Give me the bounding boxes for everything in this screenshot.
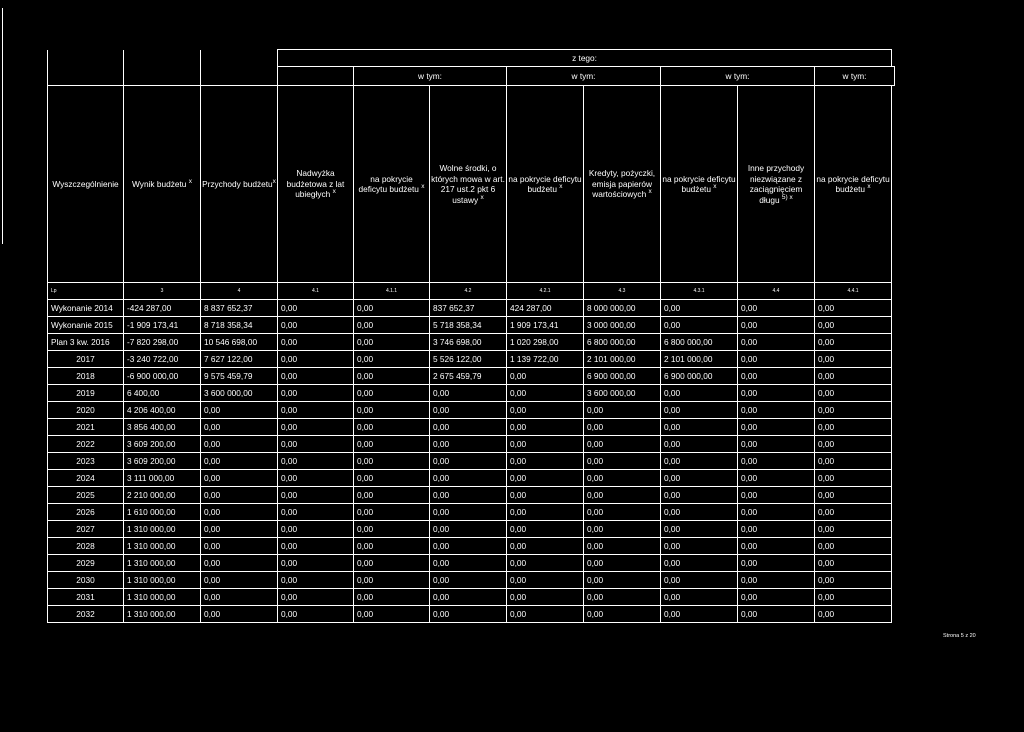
table-cell: 10 546 698,00 <box>201 334 278 351</box>
row-label: 2030 <box>48 572 124 589</box>
table-cell: 0,00 <box>201 606 278 623</box>
col-header-na-pokrycie-1: na pokrycie deficytu budżetu $^x$ <box>354 86 430 283</box>
col-header-nadwyzka: Nadwyżka budżetowa z lat ubiegłych $^x$ <box>278 86 354 283</box>
table-cell: 0,00 <box>354 606 430 623</box>
table-cell: 0,00 <box>661 521 738 538</box>
row-label: 2032 <box>48 606 124 623</box>
table-cell: 0,00 <box>584 453 661 470</box>
table-row <box>48 300 895 317</box>
table-cell: 1 909 173,41 <box>507 317 584 334</box>
table-cell: 0,00 <box>201 555 278 572</box>
row-label: 2028 <box>48 538 124 555</box>
table-cell: 1 310 000,00 <box>124 606 201 623</box>
table-cell: 0,00 <box>201 402 278 419</box>
col-header-wolne-srodki: Wolne środki, o których mowa w art. 217 ust.2 pkt 6 ustawy $^x$ <box>430 86 507 283</box>
table-cell: 0,00 <box>278 368 354 385</box>
table-cell: -6 900 000,00 <box>124 368 201 385</box>
row-label: 2029 <box>48 555 124 572</box>
table-cell: 1 310 000,00 <box>124 572 201 589</box>
column-number: 4.2.1 <box>507 283 584 300</box>
table-cell: -424 287,00 <box>124 300 201 317</box>
col-header-kredyty: Kredyty, pożyczki, emisja papierów wartościowych $^x$ <box>584 86 661 283</box>
table-cell: 0,00 <box>738 606 815 623</box>
table-cell: 0,00 <box>815 453 892 470</box>
table-cell: 0,00 <box>201 419 278 436</box>
table-cell: 0,00 <box>661 317 738 334</box>
table-cell: 0,00 <box>278 351 354 368</box>
row-label: 2027 <box>48 521 124 538</box>
table-cell: 0,00 <box>661 487 738 504</box>
row-label: 2018 <box>48 368 124 385</box>
table-cell: 0,00 <box>738 385 815 402</box>
table-cell: 0,00 <box>354 385 430 402</box>
table-cell: 0,00 <box>738 419 815 436</box>
table-cell: 3 600 000,00 <box>201 385 278 402</box>
table-cell: 0,00 <box>584 572 661 589</box>
table-cell: 0,00 <box>278 419 354 436</box>
table-cell: 0,00 <box>430 487 507 504</box>
w-tym-header: w tym: <box>661 67 815 86</box>
table-cell: 1 310 000,00 <box>124 589 201 606</box>
col-header-przychody: Przychody budżetu$^x$ <box>201 86 278 283</box>
table-cell: 0,00 <box>507 436 584 453</box>
table-cell: 0,00 <box>661 470 738 487</box>
table-cell: 0,00 <box>661 402 738 419</box>
table-row <box>48 606 895 623</box>
table-cell: 1 020 298,00 <box>507 334 584 351</box>
col-header-na-pokrycie-3: na pokrycie deficytu budżetu $^x$ <box>661 86 738 283</box>
page-number: Strona 5 z 20 <box>943 633 976 639</box>
table-cell: 0,00 <box>815 487 892 504</box>
z-tego-header: z tego: <box>278 50 892 67</box>
table-cell: 837 652,37 <box>430 300 507 317</box>
table-row <box>48 436 895 453</box>
col-header-inne-przychody: Inne przychody niezwiązane z zaciągnięciem długu $^{5) x}$ <box>738 86 815 283</box>
row-label: Wykonanie 2015 <box>48 317 124 334</box>
table-cell: 0,00 <box>815 589 892 606</box>
w-tym-header: w tym: <box>354 67 507 86</box>
table-cell: 0,00 <box>430 589 507 606</box>
table-cell: 3 746 698,00 <box>430 334 507 351</box>
table-cell: 0,00 <box>661 555 738 572</box>
table-cell: 0,00 <box>584 470 661 487</box>
table-cell: 0,00 <box>507 453 584 470</box>
row-label: 2019 <box>48 385 124 402</box>
table-cell: 0,00 <box>815 317 892 334</box>
table-cell: 0,00 <box>354 453 430 470</box>
table-row <box>48 589 895 606</box>
table-cell: 6 900 000,00 <box>661 368 738 385</box>
column-number: 4.3 <box>584 283 661 300</box>
table-cell: 0,00 <box>584 419 661 436</box>
w-tym-header: w tym: <box>507 67 661 86</box>
header-spacer <box>278 67 354 86</box>
table-row <box>48 521 895 538</box>
table-row <box>48 334 895 351</box>
table-cell: 0,00 <box>354 589 430 606</box>
column-number: 4.2 <box>430 283 507 300</box>
table-cell: 0,00 <box>738 300 815 317</box>
table-cell: 0,00 <box>430 555 507 572</box>
table-row <box>48 504 895 521</box>
col-header-na-pokrycie-4: na pokrycie deficytu budżetu $^x$ <box>815 86 892 283</box>
w-tym-header: w tym: <box>815 67 895 86</box>
table-cell: 0,00 <box>507 572 584 589</box>
column-number: Lp <box>48 283 124 300</box>
table-cell: 0,00 <box>201 521 278 538</box>
table-cell: 0,00 <box>201 453 278 470</box>
table-cell: -1 909 173,41 <box>124 317 201 334</box>
table-cell: 0,00 <box>507 555 584 572</box>
table-cell: 0,00 <box>738 555 815 572</box>
table-cell: 1 610 000,00 <box>124 504 201 521</box>
financial-forecast-table <box>47 49 895 623</box>
row-label: 2026 <box>48 504 124 521</box>
table-cell: 0,00 <box>278 402 354 419</box>
table-cell: 0,00 <box>354 487 430 504</box>
table-cell: 0,00 <box>430 453 507 470</box>
table-cell: 0,00 <box>430 470 507 487</box>
row-label: Wykonanie 2014 <box>48 300 124 317</box>
table-cell: 6 800 000,00 <box>661 334 738 351</box>
col-header-wynik: Wynik budżetu $^x$ <box>124 86 201 283</box>
table-cell: 0,00 <box>661 572 738 589</box>
table-cell: 0,00 <box>815 555 892 572</box>
table-cell: 0,00 <box>278 334 354 351</box>
table-cell: 0,00 <box>738 487 815 504</box>
row-label: 2024 <box>48 470 124 487</box>
column-number: 3 <box>124 283 201 300</box>
table-cell: 0,00 <box>507 419 584 436</box>
table-cell: 0,00 <box>278 538 354 555</box>
table-cell: 2 101 000,00 <box>661 351 738 368</box>
table-cell: 0,00 <box>507 606 584 623</box>
table-cell: 0,00 <box>354 521 430 538</box>
table-cell: 0,00 <box>661 436 738 453</box>
table-cell: 0,00 <box>815 572 892 589</box>
table-cell: 0,00 <box>738 538 815 555</box>
row-label: 2025 <box>48 487 124 504</box>
table-cell: 0,00 <box>278 436 354 453</box>
table-cell: 0,00 <box>584 555 661 572</box>
table-cell: 0,00 <box>661 385 738 402</box>
table-cell: 0,00 <box>430 521 507 538</box>
table-cell: 0,00 <box>661 504 738 521</box>
table-row <box>48 351 895 368</box>
table-cell: 0,00 <box>354 555 430 572</box>
table-cell: 0,00 <box>661 538 738 555</box>
table-cell: 0,00 <box>584 436 661 453</box>
table-cell: 0,00 <box>661 606 738 623</box>
table-cell: 424 287,00 <box>507 300 584 317</box>
table-cell: 0,00 <box>201 470 278 487</box>
header-spacer <box>48 50 124 67</box>
table-cell: 0,00 <box>507 487 584 504</box>
table-cell: 0,00 <box>201 487 278 504</box>
table-cell: 0,00 <box>738 521 815 538</box>
table-cell: 0,00 <box>201 589 278 606</box>
column-number: 4.4.1 <box>815 283 892 300</box>
row-label: 2022 <box>48 436 124 453</box>
table-cell: 3 856 400,00 <box>124 419 201 436</box>
column-number: 4.1.1 <box>354 283 430 300</box>
table-cell: 0,00 <box>584 521 661 538</box>
table-cell: 0,00 <box>278 385 354 402</box>
table-cell: 3 600 000,00 <box>584 385 661 402</box>
table-cell: 0,00 <box>430 436 507 453</box>
table-row <box>48 385 895 402</box>
table-cell: 4 206 400,00 <box>124 402 201 419</box>
table-cell: 0,00 <box>738 368 815 385</box>
table-cell: 2 675 459,79 <box>430 368 507 385</box>
page-margin-line <box>2 8 3 244</box>
table-cell: 0,00 <box>738 436 815 453</box>
table-row <box>48 555 895 572</box>
table-cell: 0,00 <box>661 453 738 470</box>
row-label: 2023 <box>48 453 124 470</box>
table-cell: 0,00 <box>738 334 815 351</box>
table-cell: 0,00 <box>815 368 892 385</box>
table-cell: 0,00 <box>584 504 661 521</box>
table-row <box>48 402 895 419</box>
table-cell: 0,00 <box>278 504 354 521</box>
table-cell: 0,00 <box>430 385 507 402</box>
table-cell: 8 000 000,00 <box>584 300 661 317</box>
table-cell: 0,00 <box>507 538 584 555</box>
table-cell: 0,00 <box>507 368 584 385</box>
table-row <box>48 317 895 334</box>
table-cell: 2 101 000,00 <box>584 351 661 368</box>
table-cell: 0,00 <box>354 300 430 317</box>
table-cell: 0,00 <box>815 504 892 521</box>
table-cell: 0,00 <box>278 521 354 538</box>
table-cell: 0,00 <box>354 538 430 555</box>
table-cell: 0,00 <box>354 436 430 453</box>
table-row <box>48 487 895 504</box>
table-cell: 0,00 <box>430 419 507 436</box>
table-cell: 1 139 722,00 <box>507 351 584 368</box>
table-cell: 0,00 <box>815 419 892 436</box>
table-cell: 0,00 <box>815 470 892 487</box>
table-cell: 3 111 000,00 <box>124 470 201 487</box>
table-cell: 0,00 <box>201 504 278 521</box>
table-cell: 8 837 652,37 <box>201 300 278 317</box>
table-cell: 0,00 <box>815 385 892 402</box>
table-cell: 0,00 <box>201 572 278 589</box>
table-cell: 0,00 <box>738 589 815 606</box>
table-cell: 5 718 358,34 <box>430 317 507 334</box>
table-cell: 0,00 <box>354 334 430 351</box>
table-cell: 0,00 <box>278 589 354 606</box>
table-cell: 0,00 <box>201 538 278 555</box>
table-cell: 0,00 <box>584 487 661 504</box>
table-cell: 6 800 000,00 <box>584 334 661 351</box>
table-cell: 0,00 <box>354 470 430 487</box>
table-cell: 0,00 <box>354 317 430 334</box>
table-cell: 1 310 000,00 <box>124 521 201 538</box>
table-cell: 0,00 <box>430 402 507 419</box>
table-cell: 8 718 358,34 <box>201 317 278 334</box>
table-cell: 9 575 459,79 <box>201 368 278 385</box>
row-label: 2031 <box>48 589 124 606</box>
table-cell: 6 400,00 <box>124 385 201 402</box>
table-cell: 0,00 <box>278 300 354 317</box>
table-cell: 0,00 <box>507 521 584 538</box>
table-cell: 0,00 <box>815 538 892 555</box>
table-cell: 0,00 <box>661 419 738 436</box>
table-cell: 0,00 <box>584 589 661 606</box>
column-number: 4 <box>201 283 278 300</box>
table-cell: -3 240 722,00 <box>124 351 201 368</box>
table-cell: 0,00 <box>354 368 430 385</box>
header-spacer <box>201 67 278 86</box>
column-number: 4.1 <box>278 283 354 300</box>
table-cell: 0,00 <box>584 606 661 623</box>
table-cell: 0,00 <box>354 419 430 436</box>
col-header-wyszczegolnienie: Wyszczególnienie <box>48 86 124 283</box>
row-label: Plan 3 kw. 2016 <box>48 334 124 351</box>
table-cell: 0,00 <box>278 555 354 572</box>
table-cell: 3 609 200,00 <box>124 436 201 453</box>
table-row <box>48 419 895 436</box>
table-row <box>48 453 895 470</box>
table-cell: 0,00 <box>278 606 354 623</box>
table-cell: 0,00 <box>201 436 278 453</box>
table-cell: 0,00 <box>815 521 892 538</box>
table-cell: 1 310 000,00 <box>124 538 201 555</box>
table-cell: 0,00 <box>738 504 815 521</box>
table-cell: 5 526 122,00 <box>430 351 507 368</box>
table-cell: 2 210 000,00 <box>124 487 201 504</box>
table-cell: 0,00 <box>507 385 584 402</box>
table-cell: 0,00 <box>815 334 892 351</box>
table-cell: 0,00 <box>738 470 815 487</box>
table-cell: 0,00 <box>507 504 584 521</box>
table-cell: 0,00 <box>738 317 815 334</box>
table-cell: 0,00 <box>507 589 584 606</box>
table-cell: 0,00 <box>354 504 430 521</box>
header-spacer <box>48 67 124 86</box>
table-row <box>48 572 895 589</box>
column-number: 4.3.1 <box>661 283 738 300</box>
row-label: 2017 <box>48 351 124 368</box>
table-row <box>48 368 895 385</box>
table-cell: 0,00 <box>278 453 354 470</box>
table-cell: 0,00 <box>584 538 661 555</box>
table-cell: 0,00 <box>278 470 354 487</box>
row-label: 2020 <box>48 402 124 419</box>
table-cell: 0,00 <box>661 300 738 317</box>
table-cell: 0,00 <box>815 351 892 368</box>
table-cell: 0,00 <box>354 402 430 419</box>
table-cell: 3 609 200,00 <box>124 453 201 470</box>
table-cell: 0,00 <box>584 402 661 419</box>
table-cell: 7 627 122,00 <box>201 351 278 368</box>
table-cell: 0,00 <box>278 487 354 504</box>
table-cell: 0,00 <box>430 606 507 623</box>
table-cell: 0,00 <box>815 606 892 623</box>
table-cell: 0,00 <box>430 504 507 521</box>
table-cell: 0,00 <box>278 572 354 589</box>
table-cell: 0,00 <box>507 402 584 419</box>
table-cell: 3 000 000,00 <box>584 317 661 334</box>
table-cell: 0,00 <box>430 572 507 589</box>
header-spacer <box>124 50 201 67</box>
table-cell: 6 900 000,00 <box>584 368 661 385</box>
table-cell: 0,00 <box>354 572 430 589</box>
column-number: 4.4 <box>738 283 815 300</box>
table-cell: 0,00 <box>738 453 815 470</box>
table-row <box>48 470 895 487</box>
table-cell: 0,00 <box>815 402 892 419</box>
table-cell: 0,00 <box>738 351 815 368</box>
col-header-na-pokrycie-2: na pokrycie deficytu budżetu $^x$ <box>507 86 584 283</box>
table-cell: 1 310 000,00 <box>124 555 201 572</box>
table-cell: 0,00 <box>507 470 584 487</box>
column-number-row <box>48 283 895 300</box>
table-row <box>48 538 895 555</box>
header-spacer <box>201 50 278 67</box>
table-cell: 0,00 <box>815 300 892 317</box>
table-cell: 0,00 <box>661 589 738 606</box>
table-cell: 0,00 <box>815 436 892 453</box>
table-cell: 0,00 <box>738 572 815 589</box>
header-spacer <box>124 67 201 86</box>
table-cell: 0,00 <box>278 317 354 334</box>
table-cell: 0,00 <box>430 538 507 555</box>
table-cell: -7 820 298,00 <box>124 334 201 351</box>
table-cell: 0,00 <box>738 402 815 419</box>
row-label: 2021 <box>48 419 124 436</box>
table-cell: 0,00 <box>354 351 430 368</box>
